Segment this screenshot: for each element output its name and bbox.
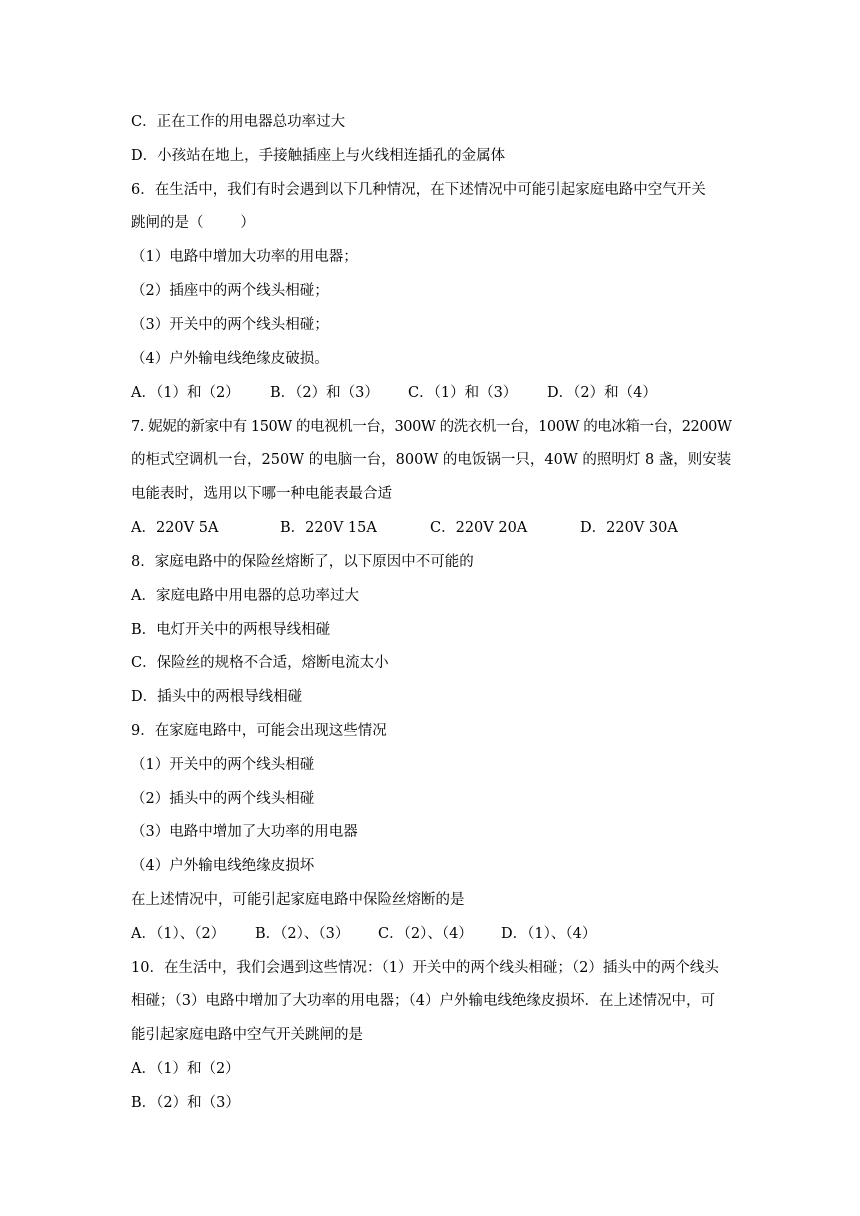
q10-stem-line2: 相碰；（3）电路中增加了大功率的用电器；（4）户外输电线绝缘皮损坏．在上述情况中，可 <box>131 993 715 1009</box>
q7-stem-line2: 的柜式空调机一台，250W 的电脑一台，800W 的电饭锅一只，40W 的照明灯 8 盏，则安装 <box>131 452 732 468</box>
q10-stem-line1: 10．在生活中，我们会遇到这些情况：（1）开关中的两个线头相碰；（2）插头中的两个线头 <box>131 960 719 976</box>
q7-option-d: D．220V 30A <box>580 520 678 536</box>
q9-option-b: B．（2）、（3） <box>255 926 350 942</box>
q6-option-d: D．（2）和（4） <box>547 385 657 401</box>
q7-stem-line1: 7. 妮妮的新家中有 150W 的电视机一台，300W 的洗衣机一台，100W 的电冰箱一台，2200W <box>131 419 732 435</box>
q6-stem-line2: 跳闸的是（ ） <box>131 215 255 231</box>
q9-stem: 9．在家庭电路中，可能会出现这些情况 <box>131 723 387 739</box>
q5-option-c: C．正在工作的用电器总功率过大 <box>131 114 346 130</box>
q9-item-2: （2）插头中的两个线头相碰 <box>131 791 315 807</box>
q6-item-3: （3）开关中的两个线头相碰； <box>131 317 329 333</box>
q7-option-b: B．220V 15A <box>280 520 377 536</box>
q9-option-d: D．（1）、（4） <box>501 926 597 942</box>
q8-option-b: B．电灯开关中的两根导线相碰 <box>131 622 331 638</box>
q5-option-d: D．小孩站在地上，手接触插座上与火线相连插孔的金属体 <box>131 148 506 164</box>
q10-stem-line3: 能引起家庭电路中空气开关跳闸的是 <box>131 1027 363 1043</box>
q6-option-c: C．（1）和（3） <box>408 385 518 401</box>
q6-stem-line1: 6．在生活中，我们有时会遇到以下几种情况，在下述情况中可能引起家庭电路中空气开关 <box>131 182 706 198</box>
q7-stem-line3: 电能表时，选用以下哪一种电能表最合适 <box>131 486 392 502</box>
q6-option-b: B．（2）和（3） <box>270 385 379 401</box>
q6-item-2: （2）插座中的两个线头相碰； <box>131 283 329 299</box>
q9-option-a: A．（1）、（2） <box>131 926 226 942</box>
q8-stem: 8．家庭电路中的保险丝熔断了，以下原因中不可能的 <box>131 554 474 570</box>
q9-item-4: （4）户外输电线绝缘皮损坏 <box>131 858 315 874</box>
q9-item-1: （1）开关中的两个线头相碰 <box>131 757 315 773</box>
q9-question: 在上述情况中，可能引起家庭电路中保险丝熔断的是 <box>131 892 465 908</box>
q9-option-c: C．（2）、（4） <box>378 926 473 942</box>
q8-option-a: A．家庭电路中用电器的总功率过大 <box>131 588 359 604</box>
q8-option-d: D．插头中的两根导线相碰 <box>131 689 303 705</box>
q7-option-c: C．220V 20A <box>430 520 528 536</box>
q8-option-c: C．保险丝的规格不合适，熔断电流太小 <box>131 655 389 671</box>
q10-option-b: B．（2）和（3） <box>131 1095 240 1111</box>
q10-option-a: A．（1）和（2） <box>131 1061 240 1077</box>
q6-option-a: A．（1）和（2） <box>131 385 240 401</box>
q6-item-1: （1）电路中增加大功率的用电器； <box>131 249 358 265</box>
q7-option-a: A．220V 5A <box>131 520 219 536</box>
q9-item-3: （3）电路中增加了大功率的用电器 <box>131 824 358 840</box>
q6-item-4: （4）户外输电线绝缘皮破损。 <box>131 351 329 367</box>
